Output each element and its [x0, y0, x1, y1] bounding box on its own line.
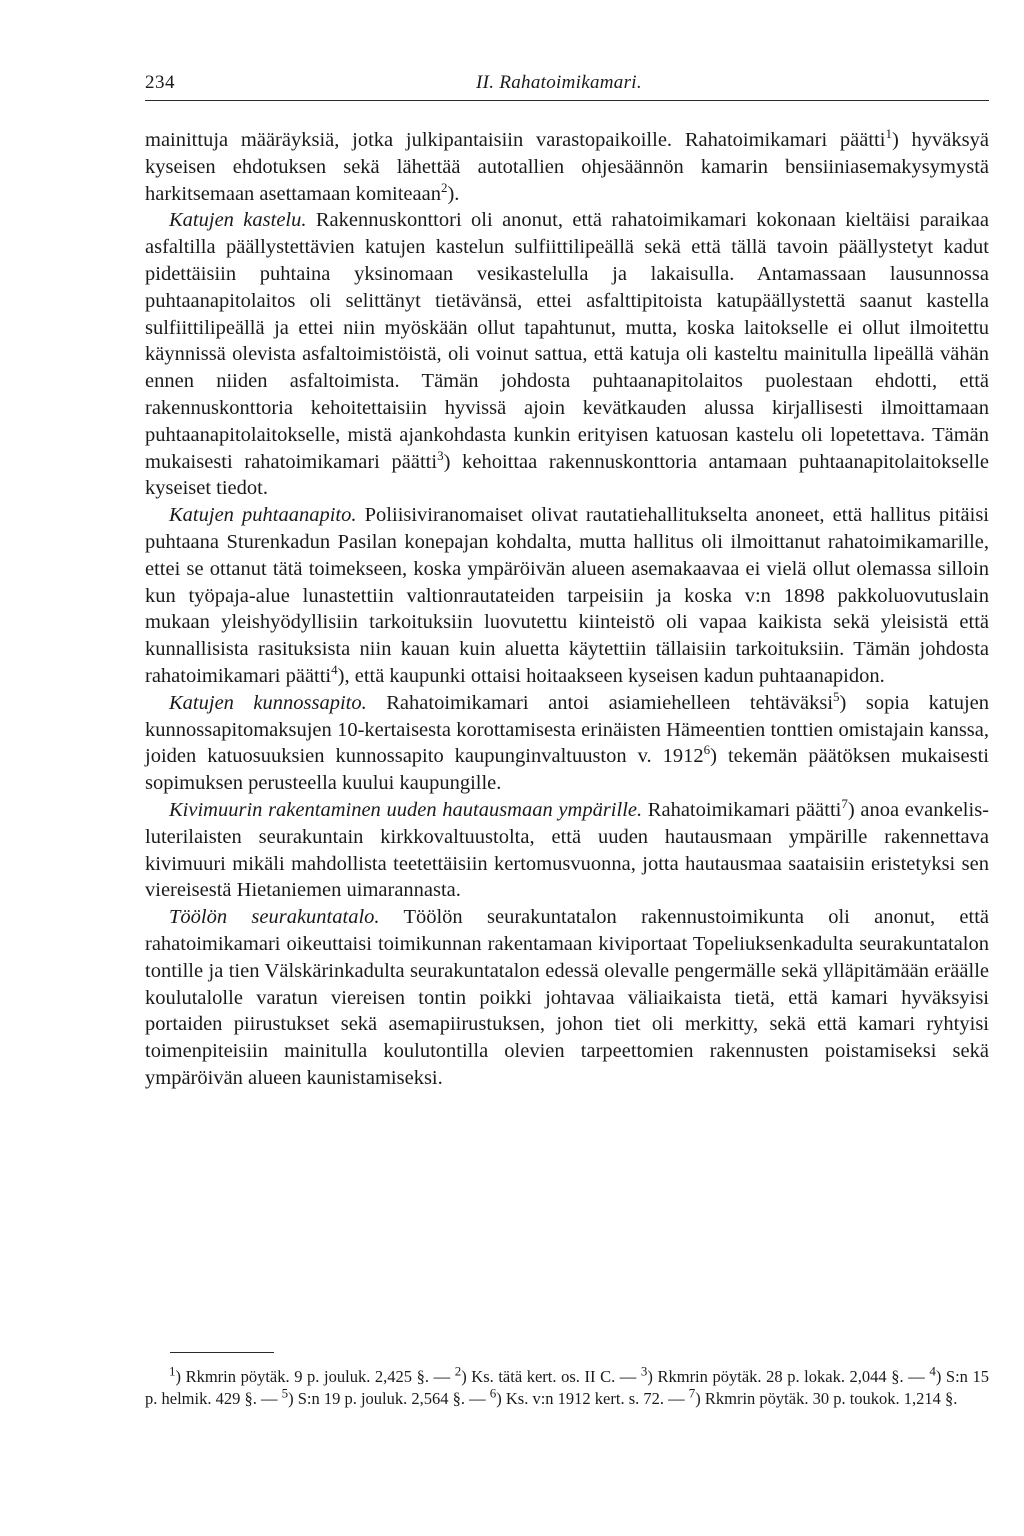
footnote-ref: 4 — [331, 662, 338, 678]
paragraph-continuation — [145, 127, 989, 207]
footnote-text: ) Rkmrin pöytäk. 28 p. lokak. 2,044 §. — — [647, 1367, 930, 1386]
paragraph-text: mainittuja määräyksiä, jotka julkipantaisiin varastopaikoille. Rahatoimikamari päätti — [145, 129, 886, 151]
footnote-text: ) Ks. tätä kert. os. II C. — — [461, 1367, 641, 1386]
footnotes — [145, 1363, 989, 1409]
footnote-ref: 6 — [703, 742, 711, 758]
footnote-block — [145, 1363, 989, 1409]
footnote-marker: 2 — [454, 1363, 462, 1379]
footnote-marker: 1 — [169, 1363, 176, 1379]
paragraph-text: Rahatoimikamari päätti — [642, 798, 842, 821]
section-heading: Katujen kastelu. — [169, 209, 307, 232]
paragraph-text: Töölön seurakuntatalon rakennustoimikunta oli anonut, että rahatoimikamari oikeuttaisi toimikunnan rakentamaan kiviportaat Topeliuksenkadulta seurakuntatalon tontille ja tien Välskärinkadulta seurakuntatalon edessä olevalle pengermälle sekä ylläpitämään eräälle koulutalolle varatun viereisen tontin poikki johtavaa väliaikaista tietä, että kamari hyväksyisi portaiden piirustukset sekä asemapiirustuksen, johon tiet oli merkitty, sekä että kamari ryhtyisi toimenpiteisiin mainitulla koulutontilla olevien tarpeettomien rakennusten poistamiseksi sekä ympäröivän alueen kaunistamiseksi. — [145, 906, 989, 1089]
running-title: II. Rahatoimikamari. — [476, 72, 642, 93]
footnote-text: ) S:n 15 p. helmik. 429 §. — — [145, 1367, 989, 1408]
header-rule — [145, 100, 989, 101]
paragraph-text: Poliisiviranomaiset olivat rautatiehallitukselta anoneet, että hallitus pitäisi puhtaana Sturenkadun Pasilan konepajan kohdalta, mutta hallitus oli ilmoittanut rahatoimikamarille, ettei se ottanut tätä toimekseen, koska ympäröivän alueen asemakaavaa ei vielä ollut olemassa silloin kun työpaja-alue lunastettiin valtionrautateiden tarpeisiin ja koska v:n 1898 pakkoluovutuslain mukaan yleishyödyllisiin tarkoituksiin luovutettu kiinteistö oli vapaa kaikista sekä yleisistä että kunnallisista rasituksista niin kauan kuin aluetta käytettiin tällaisiin tarkoituksiin. Tämän johdosta rahatoimikamari päätti — [145, 504, 990, 687]
footnote-marker: 5 — [281, 1385, 289, 1400]
paragraph-text: ). — [447, 182, 460, 205]
footnote-text: ) Rkmrin pöytäk. 30 p. toukok. 1,214 §. — [695, 1388, 958, 1408]
section-heading: Kivimuurin rakentaminen uuden hautausmaan ympärille. — [169, 798, 643, 821]
paragraph-katujen-kastelu — [145, 207, 989, 502]
footnote-marker: 4 — [929, 1363, 936, 1379]
paragraph-text: ) sopia katujen kunnossapitomaksujen 10-kertaisesta korottamisesta erinäisten Hämeentien tonttien omistajain kanssa, joiden katuosuuksien kunnossapito kaupunginvaltuuston v. 1912 — [145, 691, 989, 768]
footnote-rule — [170, 1352, 274, 1353]
page-number: 234 — [145, 72, 175, 93]
footnote-ref: 1 — [885, 126, 892, 142]
footnote-ref: 2 — [440, 179, 448, 195]
body-text — [145, 127, 989, 1092]
paragraph-toolon-seurakuntatalo — [145, 904, 989, 1092]
paragraph-text: Rahatoimikamari antoi asiamiehelleen tehtäväksi — [366, 691, 834, 714]
paragraph-katujen-puhtaanapito — [145, 502, 989, 690]
paragraph-text: ) anoa evankelis-luterilaisten seurakuntain kirkkovaltuustolta, että uuden hautausmaan ympärille rakennettava kivimuuri mikäli mahdollista teetettäisiin kertomusvuonna, jotta hautausmaa saataisiin eristetyksi sen viereisestä Hietaniemen uimarannasta. — [145, 798, 989, 902]
footnote-ref: 3 — [437, 447, 444, 463]
section-heading: Katujen kunnossapito. — [169, 691, 367, 714]
paragraph-kivimuuri — [145, 797, 989, 904]
paragraph-text: ) hyväksyä kyseisen ehdotuksen sekä lähettää autotallien ohjesäännön kamarin bensiiniasemakysymystä harkitsemaan asettamaan komiteaan — [145, 129, 989, 205]
footnote-marker: 6 — [489, 1385, 497, 1400]
footnote-text: ) S:n 19 p. jouluk. 2,564 §. — — [288, 1388, 490, 1408]
footnote-text: ) Rkmrin pöytäk. 9 p. jouluk. 2,425 §. — — [175, 1367, 455, 1386]
paragraph-katujen-kunnossapito — [145, 690, 989, 797]
paragraph-text: ) kehoittaa rakennuskonttoria antamaan puhtaanapitolaitokselle kyseiset tiedot. — [145, 450, 989, 500]
footnote-marker: 7 — [688, 1385, 696, 1400]
page-header — [145, 68, 989, 100]
paragraph-text: ), että kaupunki ottaisi hoitaakseen kyseisen kadun puhtaanapidon. — [337, 664, 885, 687]
footnote-ref: 5 — [833, 688, 840, 704]
footnote-marker: 3 — [640, 1363, 648, 1379]
section-heading: Töölön seurakuntatalo. — [169, 906, 380, 929]
footnote-ref: 7 — [841, 796, 848, 812]
paragraph-text: Rakennuskonttori oli anonut, että rahatoimikamari kokonaan kieltäisi paraikaa asfaltilla päällystettävien katujen kastelun sulfiittilipeällä sekä että tällä tavoin päällystetyt kadut pidettäisiin puhtaina yksinomaan vesikastelulla ja lakaisulla. Antamassaan lausunnossa puhtaanapitolaitos oli selittänyt tietävänsä, ettei asfalttipitoista katupäällystettä saanut kastella sulfiittilipeällä ja ettei niin myöskään ollut tapahtunut, mutta, koska laitokselle ei ollut ilmoitettu käynnissä olevista asfaltoimistöistä, oli voinut sattua, että katuja oli kasteltu mainitulla lipeällä vähän ennen niiden asfaltoimista. Tämän johdosta puhtaanapitolaitos puolestaan ehdotti, että rakennuskonttoria kehoitettaisiin hyvissä ajoin kevätkauden alussa kirjallisesti ilmoittamaan puhtaanapitolaitokselle, mistä ajankohdasta kunkin erityisen katuosan kastelu oli lopetettava. Tämän mukaisesti rahatoimikamari päätti — [145, 209, 989, 473]
section-heading: Katujen puhtaanapito. — [169, 504, 357, 527]
footnote-text: ) Ks. v:n 1912 kert. s. 72. — — [496, 1388, 689, 1408]
paragraph-text: ) tekemän päätöksen mukaisesti sopimuksen perusteella kuului kaupungille. — [145, 745, 990, 795]
